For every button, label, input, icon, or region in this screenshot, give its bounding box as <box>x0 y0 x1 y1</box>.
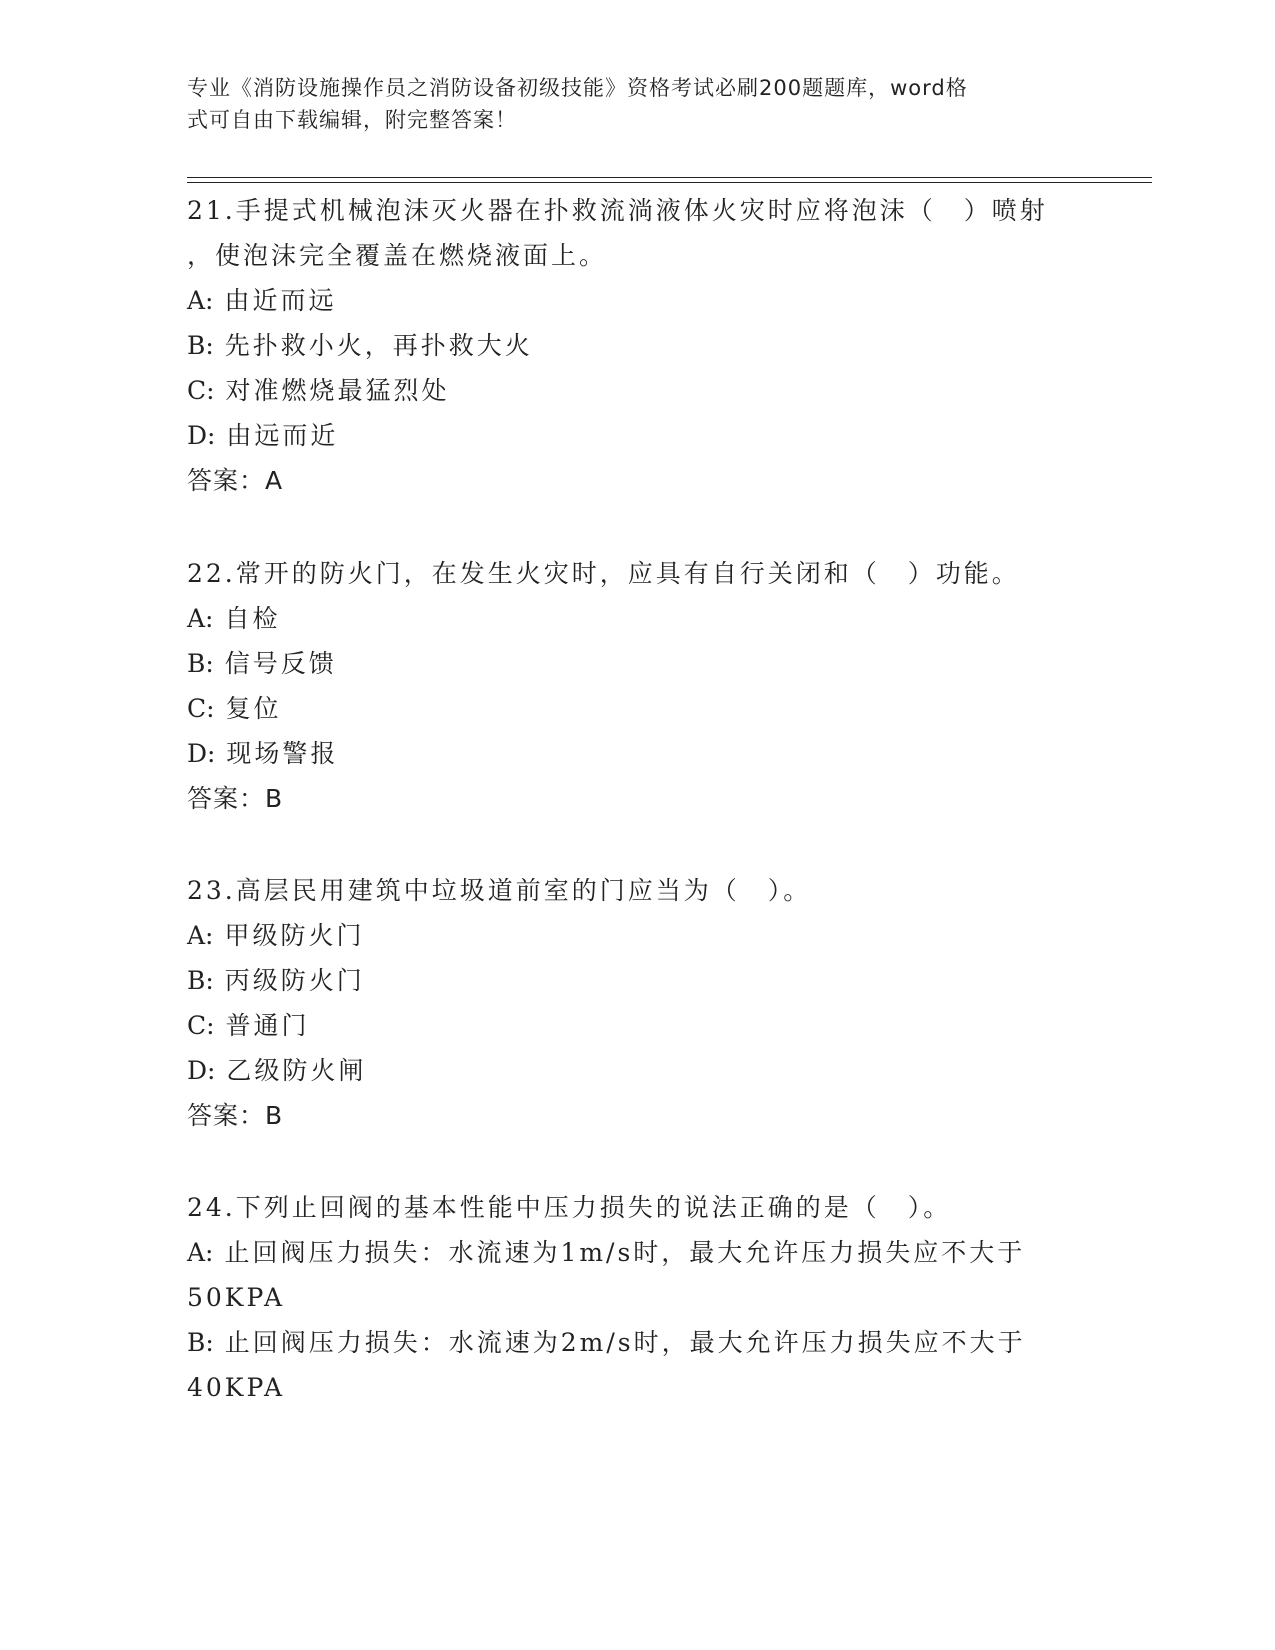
answer-label: 答案：B <box>187 784 284 813</box>
header-line-2: 式可自由下载编辑，附完整答案！ <box>187 108 517 132</box>
option-d <box>187 731 1087 776</box>
option-letter: A: <box>187 286 214 315</box>
option-letter: B: <box>187 649 214 678</box>
option-text: 自检 <box>224 604 281 633</box>
option-text: 现场警报 <box>226 739 339 768</box>
question-text-continued: ，使泡沫完全覆盖在燃烧液面上。 <box>187 241 608 270</box>
option-b <box>187 958 1087 1003</box>
option-a <box>187 1230 1087 1275</box>
option-b <box>187 323 1087 368</box>
option-text: 由远而近 <box>226 421 339 450</box>
option-letter: C: <box>187 694 215 723</box>
option-text: 甲级防火门 <box>224 921 365 950</box>
option-b <box>187 641 1087 686</box>
option-a <box>187 913 1087 958</box>
option-c <box>187 1003 1087 1048</box>
option-letter: D: <box>187 421 216 450</box>
option-letter: B: <box>187 1328 214 1357</box>
header-divider-top <box>187 177 1152 178</box>
option-text: 先扑救小火，再扑救大火 <box>224 331 533 360</box>
option-b <box>187 1320 1087 1365</box>
option-text: 复位 <box>225 694 282 723</box>
question-text: 21.手提式机械泡沫灭火器在扑救流淌液体火灾时应将泡沫（ ）喷射 <box>187 196 1048 225</box>
question-text: 24.下列止回阀的基本性能中压力损失的说法正确的是（ ）。 <box>187 1193 952 1222</box>
option-letter: B: <box>187 331 214 360</box>
option-letter: C: <box>187 376 215 405</box>
header-line-1: 专业《消防设施操作员之消防设备初级技能》资格考试必刷200题题库，word格 <box>187 76 968 100</box>
option-a <box>187 278 1087 323</box>
option-text: 信号反馈 <box>224 649 337 678</box>
option-a <box>187 596 1087 641</box>
option-b-continued: 40KPA <box>187 1373 286 1402</box>
question-22 <box>187 551 1087 821</box>
option-text: 由近而远 <box>224 286 337 315</box>
question-text: 23.高层民用建筑中垃圾道前室的门应当为（ ）。 <box>187 876 812 905</box>
option-d <box>187 413 1087 458</box>
question-24 <box>187 1185 1087 1410</box>
option-letter: C: <box>187 1011 215 1040</box>
answer-label: 答案：B <box>187 1101 284 1130</box>
option-letter: A: <box>187 1238 214 1267</box>
question-21 <box>187 188 1087 503</box>
option-letter: D: <box>187 739 216 768</box>
question-23 <box>187 868 1087 1138</box>
option-text: 止回阀压力损失：水流速为2m/s时，最大允许压力损失应不大于 <box>224 1328 1026 1357</box>
option-text: 乙级防火闸 <box>226 1056 367 1085</box>
option-text: 对准燃烧最猛烈处 <box>225 376 450 405</box>
document-header <box>187 72 1067 136</box>
option-c <box>187 686 1087 731</box>
option-letter: B: <box>187 966 214 995</box>
option-text: 普通门 <box>225 1011 310 1040</box>
option-a-continued: 50KPA <box>187 1283 286 1312</box>
option-d <box>187 1048 1087 1093</box>
header-divider-bottom <box>187 182 1152 183</box>
option-c <box>187 368 1087 413</box>
question-text: 22.常开的防火门，在发生火灾时，应具有自行关闭和（ ）功能。 <box>187 559 1020 588</box>
option-letter: A: <box>187 604 214 633</box>
option-text: 止回阀压力损失：水流速为1m/s时，最大允许压力损失应不大于 <box>224 1238 1026 1267</box>
answer-label: 答案：A <box>187 466 284 495</box>
option-letter: D: <box>187 1056 216 1085</box>
option-text: 丙级防火门 <box>224 966 365 995</box>
option-letter: A: <box>187 921 214 950</box>
